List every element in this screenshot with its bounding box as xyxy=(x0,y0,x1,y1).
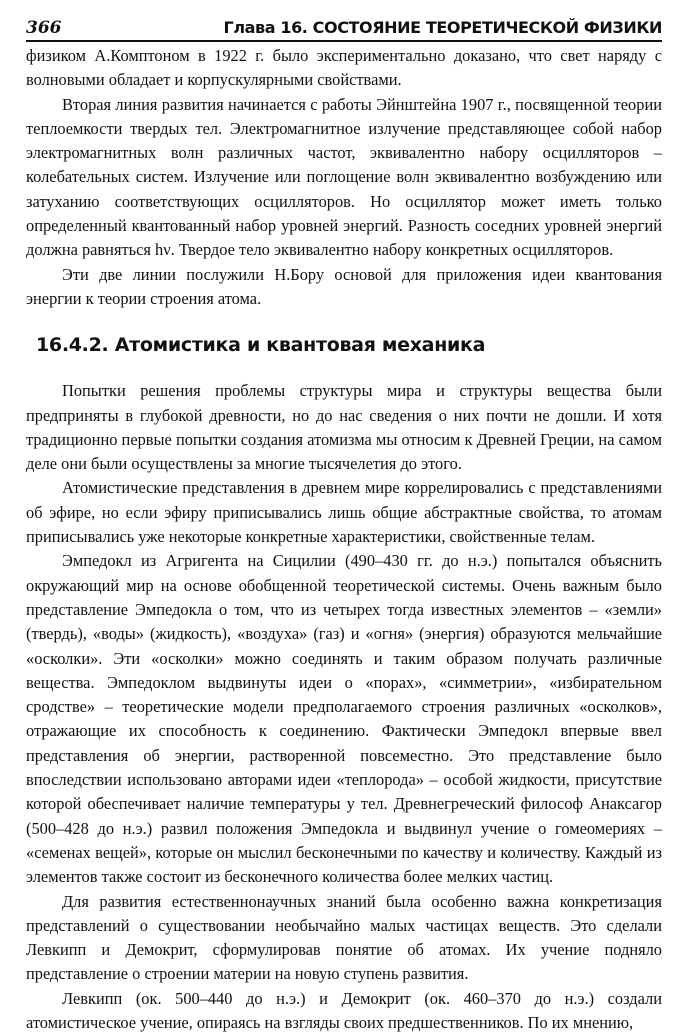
paragraph: Атомистические представления в древнем мире коррелировались с представлениями об эфире, но если эфиру приписывались лишь общие абстрактные свойства, то атомам приписывались уже некоторые конкретные характеристики, свойственные телам. xyxy=(26,478,662,547)
book-page xyxy=(26,8,662,1035)
page-number: 366 xyxy=(26,18,62,38)
section-heading: 16.4.2. Атомистика и квантовая механика xyxy=(36,334,486,357)
paragraph: Попытки решения проблемы структуры мира и структуры вещества были предприняты в глубокой древности, но до нас сведения о них почти не дошли. И хотя традиционно первые попытки создания атомизма мы относим к Древней Греции, на самом деле они были осуществлены за многие тысячелетия до этого. xyxy=(26,381,662,474)
paragraph: Для развития естественнонаучных знаний была особенно важна конкретизация представлений о существовании необычайно малых частицах веществ. Это сделали Левкипп и Демокрит, сформулировав понятие об атомах. Их учение подняло представление о строении материи на новую ступень развития. xyxy=(26,891,662,984)
text-block-after-section xyxy=(26,379,662,1035)
text-block-before-section xyxy=(26,44,662,311)
paragraph: физиком А.Комптоном в 1922 г. было экспериментально доказано, что свет наряду с волновыми обладает и корпускулярными свойствами. xyxy=(26,46,662,90)
running-head: Глава 16. СОСТОЯНИЕ ТЕОРЕТИЧЕСКОЙ ФИЗИКИ xyxy=(223,18,662,37)
paragraph: Эмпедокл из Агригента на Сицилии (490–430 гг. до н.э.) попытался объяснить окружающий мир на основе обобщенной теоретической системы. Очень важным было представление Эмпедокла о том, что из четырех тогда известных элементов – «земли» (твердь), «воды» (жидкость), «воздуха» (газ) и «огня» (энергия) образуются мельчайшие «осколки». Эти «осколки» можно соединять и таким образом получать различные вещества. Эмпедоклом выдвинуты идеи о «порах», «симметрии», «избирательном сродстве» – теоретические модели предполагаемого строения различных «осколков», отражающие их способность к соединению. Фактически Эмпедокл впервые ввел представления об энергии, растворенной повсеместно. Это представление было впоследствии использовано авторами идеи «теплорода» – особой жидкости, присутствие которой обеспечивает наличие температуры у тел. Древнегреческий философ Анаксагор (500–428 до н.э.) развил положения Эмпедокла и выдвинул учение о гомеомериях – «семенах вещей», которые он мыслил бесконечными по качеству и количеству. Каждый из элементов также состоит из бесконечного количества более мелких частиц. xyxy=(26,551,662,887)
paragraph: Вторая линия развития начинается с работы Эйнштейна 1907 г., посвященной теории теплоемкости твердых тел. Электромагнитное излучение представляющее собой набор электромагнитных волн различных частот, эквивалентно набору осцилляторов – колебательных систем. Излучение или поглощение волн эквивалентно возбуждению или затуханию соответствующих осцилляторов. Но осциллятор может иметь только определенный квантованный набор уровней энергий. Разность соседних уровней энергий должна равняться hν. Твердое тело эквивалентно набору конкретных осцилляторов. xyxy=(26,94,662,260)
paragraph: Левкипп (ок. 500–440 до н.э.) и Демокрит (ок. 460–370 до н.э.) создали атомистическое учение, опираясь на взгляды своих предшественников. По их мнению, xyxy=(26,988,662,1032)
paragraph: Эти две линии послужили Н.Бору основой для приложения идеи квантования энергии к теории строения атома. xyxy=(26,264,662,308)
page-header xyxy=(26,8,662,42)
